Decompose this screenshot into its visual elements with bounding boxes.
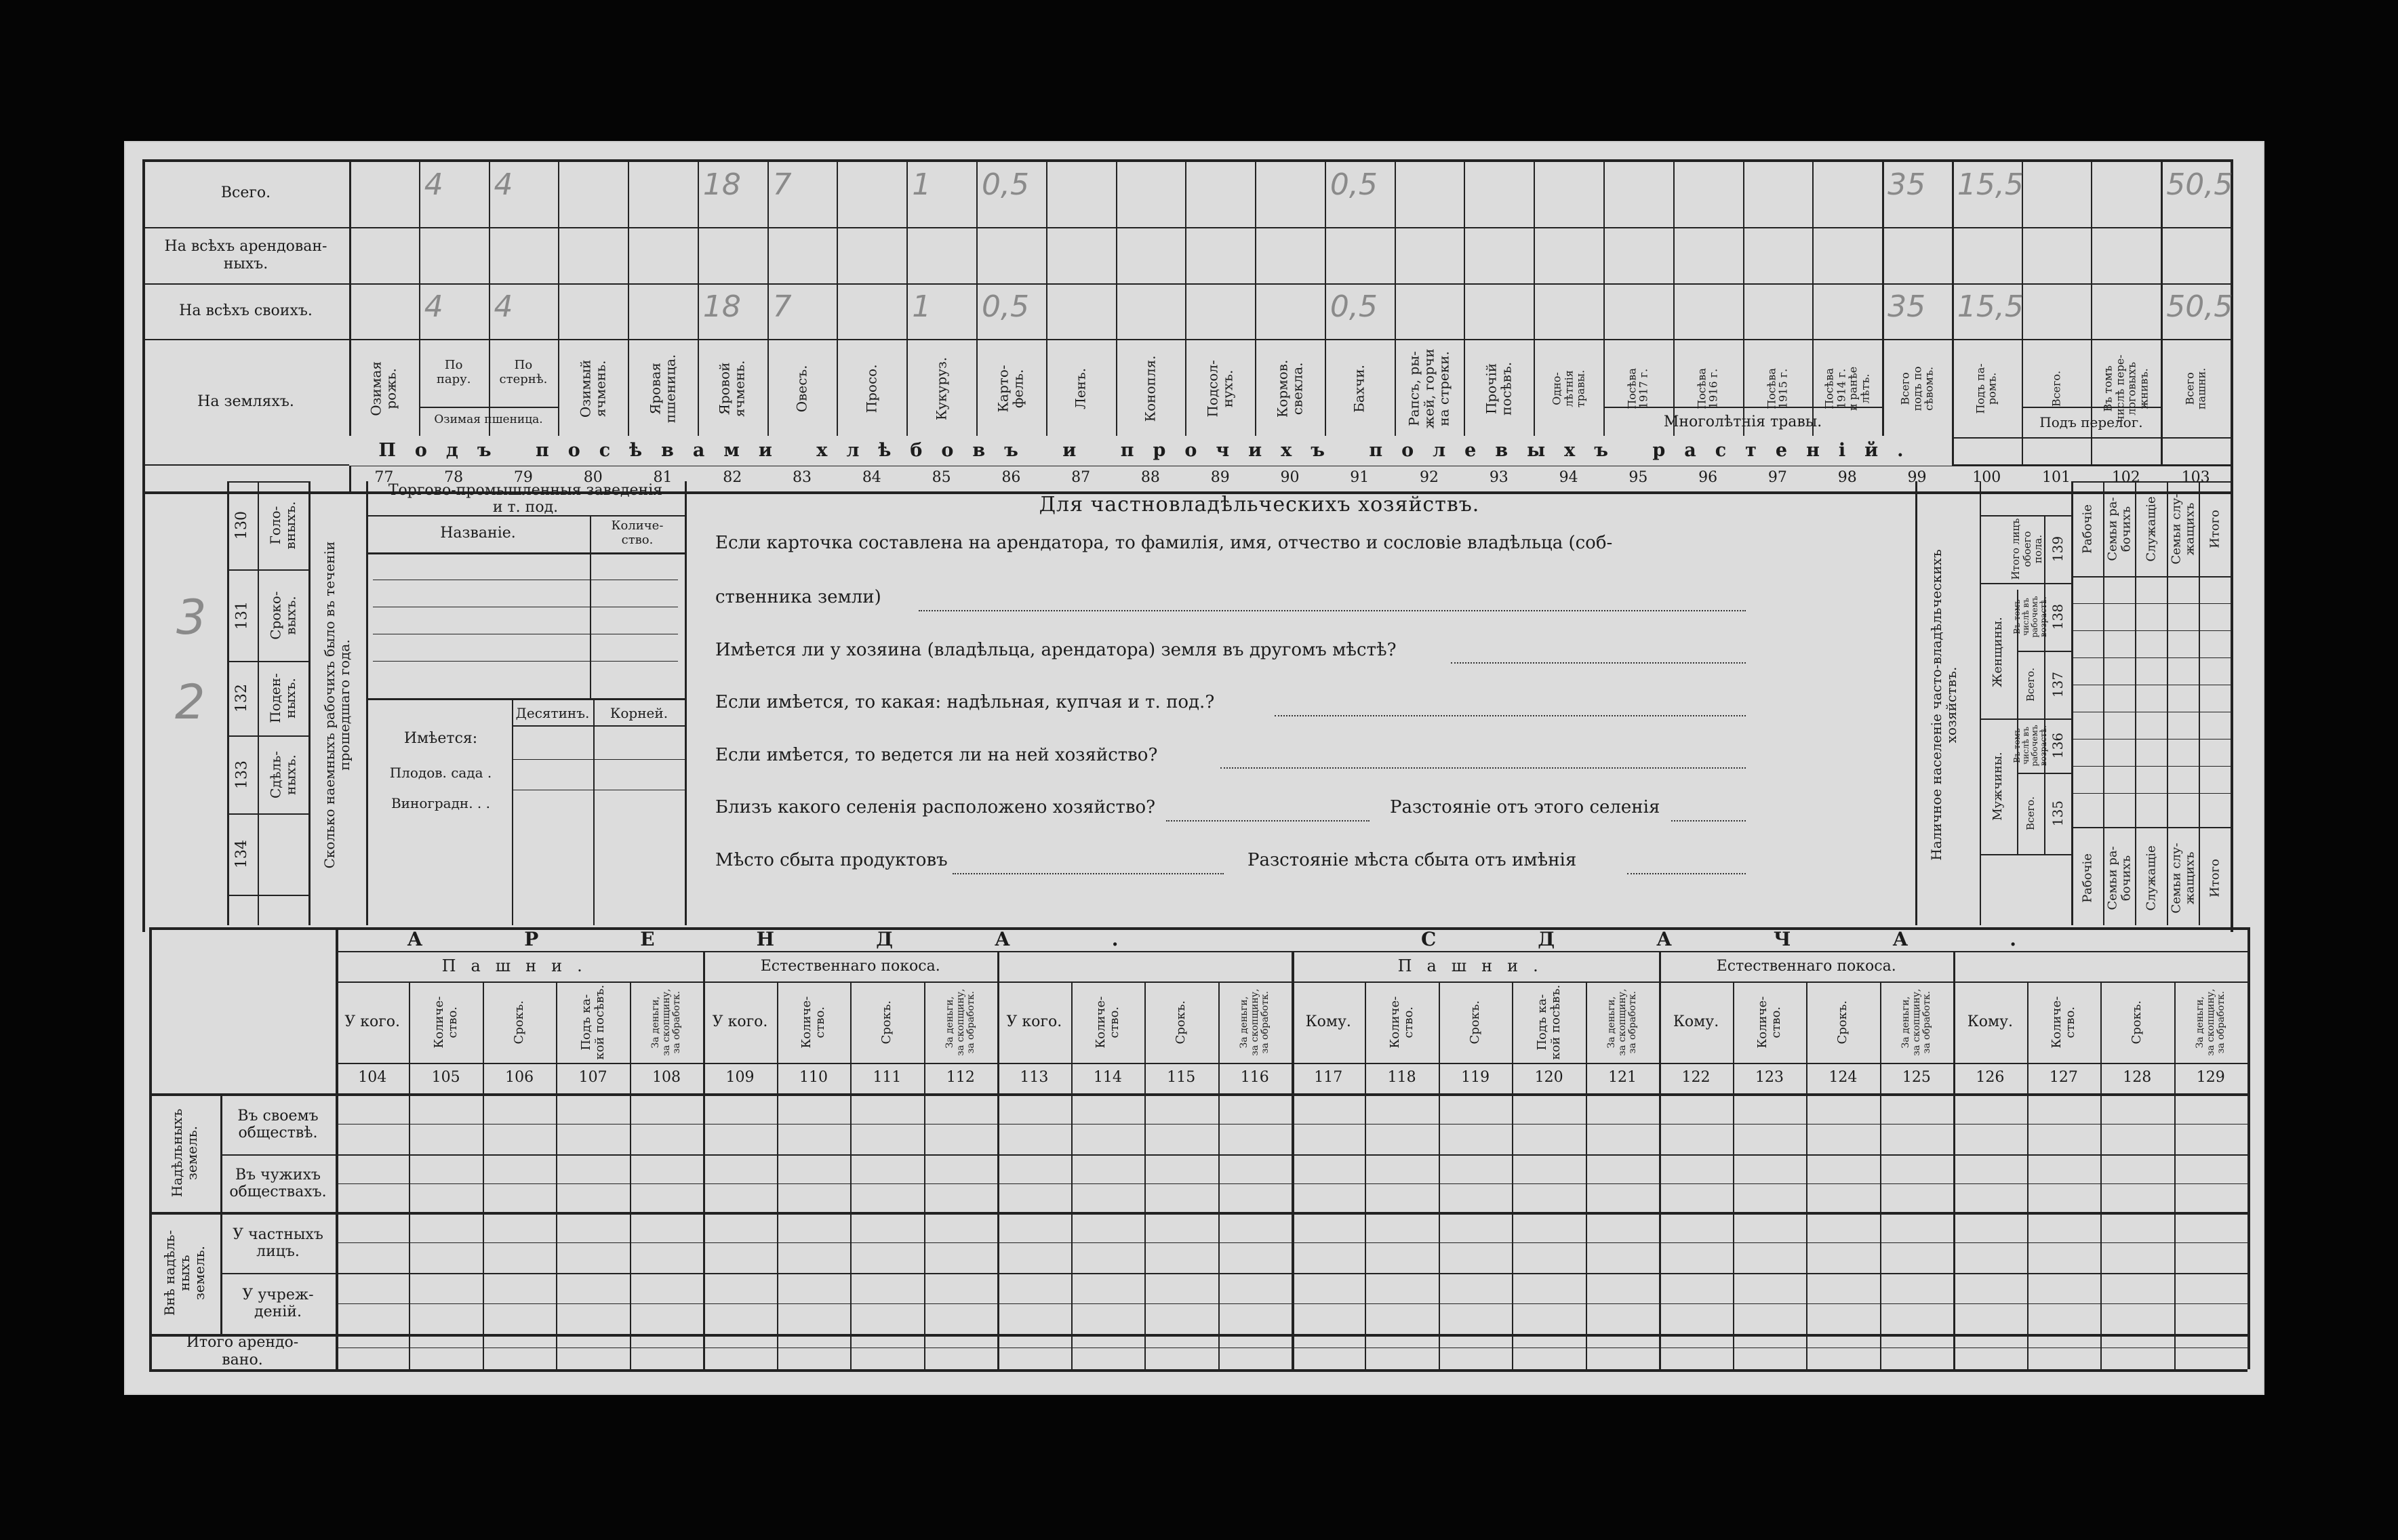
pop-total-label: Итого лицъ обоего пола. bbox=[2010, 518, 2045, 580]
col-num-95: 95 bbox=[1628, 469, 1648, 487]
lease-col-num-106: 106 bbox=[505, 1069, 534, 1087]
hand-value: 0,5 bbox=[982, 289, 1029, 324]
col-num-85: 85 bbox=[932, 469, 951, 487]
col-header-98: Посѣва 1914 г. и ранѣе лѣтъ. bbox=[1822, 366, 1872, 411]
lease-col-num-112: 112 bbox=[946, 1069, 975, 1087]
grid-line bbox=[2071, 793, 2231, 794]
row-label-0: Всего. bbox=[220, 184, 271, 202]
trade-qty-header: Количе- ство. bbox=[611, 519, 664, 547]
grid-line bbox=[2199, 481, 2200, 925]
arenda-pokos: Естественнаго покоса. bbox=[760, 958, 940, 975]
private-question: Если имѣется, то ведется ли на ней хозяйство? bbox=[715, 745, 1158, 766]
lease-col-head-128: Срокъ. bbox=[2130, 1000, 2144, 1045]
arenda-pashni: Пашни. bbox=[441, 956, 597, 976]
hired-col-num-132: 132 bbox=[233, 684, 250, 712]
grid-line bbox=[1534, 159, 1535, 464]
col-num-93: 93 bbox=[1489, 469, 1508, 487]
col-num-77: 77 bbox=[374, 469, 394, 487]
lease-col-head-126: Кому. bbox=[1967, 1013, 2014, 1031]
grid-line bbox=[1395, 159, 1396, 464]
lease-col-head-107: Подъ ка- кой посѣвъ. bbox=[578, 984, 607, 1060]
col-header-82: Яровой ячмень. bbox=[717, 360, 748, 417]
col-header-93: Прочій посѣвъ. bbox=[1483, 361, 1515, 416]
grid-line bbox=[142, 474, 145, 932]
col-num-103: 103 bbox=[2181, 469, 2210, 487]
lease-table bbox=[149, 927, 2264, 1375]
grid-line bbox=[2231, 474, 2233, 932]
pop-num-138: 138 bbox=[2050, 603, 2066, 630]
crops-table bbox=[142, 159, 2231, 491]
hand-value: 4 bbox=[494, 167, 513, 202]
hand-value: 0,5 bbox=[982, 167, 1029, 202]
lease-col-head-105: Количе- ство. bbox=[431, 996, 460, 1049]
lease-col-head-106: Срокъ. bbox=[512, 1000, 527, 1045]
col-header-77: Озимая рожь. bbox=[368, 361, 400, 416]
grid-line bbox=[2167, 481, 2168, 925]
col-header-84: Просо. bbox=[863, 364, 880, 413]
lease-col-head-122: Кому. bbox=[1673, 1013, 1719, 1031]
col-header-86: Карто- фель. bbox=[995, 364, 1027, 413]
grid-line bbox=[1255, 159, 1256, 464]
row-label-3: На земляхъ. bbox=[197, 392, 294, 410]
plants-korney: Корней. bbox=[610, 704, 668, 721]
grid-line bbox=[593, 698, 595, 925]
staff-head-3: Семьи слу- жащихъ bbox=[2168, 493, 2197, 565]
staff-head-1: Семьи ра- бочихъ bbox=[2104, 496, 2133, 561]
lease-col-head-112: За деньги, за скопщину, за обработк. bbox=[944, 988, 976, 1056]
col-header-79: По стернѣ. bbox=[499, 358, 548, 386]
col-num-86: 86 bbox=[1001, 469, 1021, 487]
hand-value: 1 bbox=[912, 289, 932, 324]
col-header-94: Одно- лѣтнія травы. bbox=[1550, 369, 1587, 407]
answer-line bbox=[919, 610, 1746, 611]
hired-col-num-133: 133 bbox=[233, 760, 250, 789]
hired-col-num-131: 131 bbox=[233, 601, 250, 630]
grid-line bbox=[2071, 657, 2231, 658]
grid-line bbox=[698, 159, 699, 464]
hand-value: 35 bbox=[1887, 167, 1926, 202]
lease-total-label: Итого арендо- вано. bbox=[186, 1334, 299, 1369]
col-header-89: Подсол- нухъ. bbox=[1204, 359, 1236, 418]
grid-line bbox=[1046, 159, 1047, 464]
col-header-100: Подъ па- ромъ. bbox=[1974, 363, 1999, 414]
lease-group-vne: Внѣ надѣль- ныхъ земель. bbox=[161, 1230, 207, 1316]
grid-line bbox=[2071, 766, 2231, 767]
grid-line bbox=[220, 1154, 2247, 1156]
grid-line bbox=[149, 1212, 2247, 1215]
pop-men-work: Въ томъ числѣ въ рабочемъ возрастѣ. bbox=[2012, 725, 2049, 767]
lease-col-head-123: Количе- ство. bbox=[1755, 996, 1783, 1049]
col-header-99: Всего подъ по сѣвомъ. bbox=[1898, 366, 1936, 411]
col-num-98: 98 bbox=[1837, 469, 1857, 487]
census-card bbox=[124, 141, 2264, 1395]
arenda-title: АРЕНДА. bbox=[407, 927, 1220, 950]
lease-col-num-116: 116 bbox=[1240, 1069, 1269, 1087]
grid-line bbox=[1464, 159, 1465, 464]
grid-line bbox=[2022, 407, 2161, 408]
col-num-78: 78 bbox=[444, 469, 464, 487]
private-question: Мѣсто сбыта продуктовъ bbox=[715, 850, 948, 871]
col-header-88: Конопля. bbox=[1142, 355, 1159, 422]
hand-value: 0,5 bbox=[1330, 289, 1378, 324]
pop-num-135: 135 bbox=[2050, 800, 2066, 827]
lease-col-head-127: Количе- ство. bbox=[2050, 996, 2077, 1049]
lease-col-head-129: За деньги, за скопщину, за обработк. bbox=[2194, 988, 2226, 1056]
lease-col-num-117: 117 bbox=[1314, 1069, 1343, 1087]
grid-line bbox=[2135, 481, 2136, 925]
grid-line bbox=[336, 1303, 2247, 1304]
plants-orchard: Плодов. сада . bbox=[389, 764, 492, 781]
private-question-distance: Разстояніе отъ этого селенія bbox=[1390, 797, 1660, 818]
answer-line bbox=[1166, 820, 1370, 822]
grid-line bbox=[2247, 927, 2250, 1369]
grid-line bbox=[2071, 481, 2231, 483]
col-num-79: 79 bbox=[513, 469, 533, 487]
hand-value: 50,5 bbox=[2166, 289, 2233, 324]
grid-line bbox=[767, 159, 769, 464]
lease-col-head-113: У кого. bbox=[1006, 1013, 1062, 1031]
col-header-96: Посѣва 1916 г. bbox=[1695, 367, 1721, 409]
grid-line bbox=[2071, 630, 2231, 631]
pop-num-139: 139 bbox=[2050, 535, 2066, 563]
lease-col-head-118: Количе- ство. bbox=[1387, 996, 1416, 1049]
col-header-102: Въ томъ числѣ пере- логовыхъ жнивъ. bbox=[2101, 354, 2151, 423]
col-header-97: Посѣва 1915 г. bbox=[1765, 367, 1790, 409]
private-question: Близъ какого селенія расположено хозяйство? bbox=[715, 797, 1156, 818]
lease-col-num-114: 114 bbox=[1093, 1069, 1122, 1087]
pop-women-work: Въ томъ числѣ въ рабочемъ возрастѣ. bbox=[2012, 596, 2049, 638]
pop-num-136: 136 bbox=[2050, 732, 2066, 759]
grid-line bbox=[1980, 854, 2071, 855]
grid-line bbox=[373, 661, 678, 662]
private-question: Имѣется ли у хозяина (владѣльца, арендатора) земля въ другомъ мѣстѣ? bbox=[715, 640, 1397, 661]
lease-col-num-110: 110 bbox=[799, 1069, 828, 1087]
private-question-market: Разстояніе мѣста сбыта отъ имѣнія bbox=[1247, 850, 1577, 871]
col-num-91: 91 bbox=[1350, 469, 1370, 487]
lease-col-head-115: Срокъ. bbox=[1174, 1000, 1188, 1045]
lease-col-num-108: 108 bbox=[652, 1069, 681, 1087]
col-header-103: Всего пашни. bbox=[2183, 367, 2208, 409]
private-title: Для частновладѣльческихъ хозяйствъ. bbox=[1039, 492, 1480, 516]
hand-value: 4 bbox=[494, 289, 513, 324]
grid-line bbox=[2071, 827, 2231, 828]
grid-line bbox=[512, 698, 513, 925]
hired-workers-caption: Сколько наемныхъ рабочихъ было въ теченіи прошедшаго года. bbox=[321, 541, 353, 869]
hand-value: 18 bbox=[702, 167, 741, 202]
grid-line bbox=[512, 759, 685, 760]
lease-col-num-125: 125 bbox=[1902, 1069, 1931, 1087]
grid-line bbox=[220, 1273, 2247, 1274]
lease-col-num-120: 120 bbox=[1534, 1069, 1563, 1087]
perelog-label: Подъ перелог. bbox=[2039, 413, 2143, 430]
lease-col-num-104: 104 bbox=[358, 1069, 387, 1087]
sdacha-pashni: Пашни. bbox=[1397, 956, 1553, 976]
grid-line bbox=[2103, 481, 2104, 925]
grid-line bbox=[366, 552, 685, 554]
crops-banner: Подъ посѣвами хлѣбовъ и прочихъ полевыхъ растеній. bbox=[349, 436, 1952, 466]
grid-line bbox=[558, 159, 559, 464]
lease-row-label: Въ чужихъ обществахъ. bbox=[229, 1166, 327, 1200]
staff-foot-3: Семьи слу- жащихъ bbox=[2168, 842, 2197, 914]
grid-line bbox=[685, 481, 687, 925]
col-header-78: По пару. bbox=[436, 358, 471, 386]
hired-col-label-133: Сдѣль- ныхъ. bbox=[267, 750, 298, 798]
col-num-94: 94 bbox=[1559, 469, 1578, 487]
grid-line bbox=[142, 159, 145, 491]
lease-col-num-105: 105 bbox=[431, 1069, 460, 1087]
lease-col-num-115: 115 bbox=[1167, 1069, 1196, 1087]
col-num-83: 83 bbox=[793, 469, 812, 487]
row-label-2: На всѣхъ своихъ. bbox=[179, 302, 313, 320]
grid-line bbox=[149, 1334, 2247, 1337]
grid-line bbox=[1185, 159, 1186, 464]
hand-value: 7 bbox=[772, 289, 792, 324]
col-num-84: 84 bbox=[862, 469, 881, 487]
lease-row-label: У учреж- деній. bbox=[242, 1286, 314, 1320]
plants-vineyard: Виноградн. . . bbox=[391, 794, 491, 811]
middle-section bbox=[142, 474, 2231, 932]
private-question: Если имѣется, то какая: надѣльная, купчая и т. под.? bbox=[715, 692, 1215, 713]
lease-col-num-107: 107 bbox=[578, 1069, 607, 1087]
col-header-92: Рапсъ, ры- жей, горчи на стреки. bbox=[1406, 348, 1453, 429]
answer-line bbox=[1671, 820, 1746, 822]
hired-col-label-130: Голо- вныхъ. bbox=[267, 501, 298, 550]
lease-col-num-121: 121 bbox=[1608, 1069, 1637, 1087]
hand-value: 4 bbox=[424, 289, 443, 324]
lease-col-head-125: За деньги, за скопщину, за обработк. bbox=[1900, 988, 1932, 1056]
grid-line bbox=[2231, 159, 2233, 491]
hired-col-num-134: 134 bbox=[233, 840, 250, 868]
plants-desyatin: Десятинъ. bbox=[515, 704, 590, 721]
col-header-80: Озимый ячмень. bbox=[577, 359, 609, 418]
lease-col-num-109: 109 bbox=[725, 1069, 755, 1087]
lease-col-head-108: За деньги, за скопщину, за обработк. bbox=[650, 988, 682, 1056]
col-num-102: 102 bbox=[2111, 469, 2140, 487]
col-num-80: 80 bbox=[583, 469, 603, 487]
lease-col-num-119: 119 bbox=[1461, 1069, 1490, 1087]
lease-row-label: Въ своемъ обществѣ. bbox=[237, 1107, 319, 1141]
lease-col-head-111: Срокъ. bbox=[879, 1000, 894, 1045]
col-num-99: 99 bbox=[1907, 469, 1927, 487]
grid-line bbox=[149, 1369, 2247, 1372]
pop-men-label: Мужчины. bbox=[1991, 752, 2005, 821]
lease-col-head-124: Срокъ. bbox=[1835, 1000, 1850, 1045]
lease-col-num-127: 127 bbox=[2049, 1069, 2078, 1087]
grid-line bbox=[149, 1093, 2247, 1096]
grid-line bbox=[336, 1183, 2247, 1184]
grid-line bbox=[628, 159, 629, 464]
lease-col-num-122: 122 bbox=[1681, 1069, 1711, 1087]
staff-foot-4: Итого bbox=[2207, 858, 2222, 897]
col-num-89: 89 bbox=[1210, 469, 1230, 487]
grid-line bbox=[512, 725, 685, 727]
lease-col-head-104: У кого. bbox=[344, 1013, 401, 1031]
grid-line bbox=[2071, 603, 2231, 604]
answer-line bbox=[953, 873, 1224, 874]
lease-col-num-113: 113 bbox=[1020, 1069, 1049, 1087]
lease-col-head-110: Количе- ство. bbox=[799, 996, 827, 1049]
trade-name-header: Названіе. bbox=[440, 525, 516, 542]
pop-num-137: 137 bbox=[2050, 671, 2066, 698]
lease-col-head-121: За деньги, за скопщину, за обработк. bbox=[1605, 988, 1638, 1056]
col-num-81: 81 bbox=[653, 469, 673, 487]
lease-col-num-111: 111 bbox=[873, 1069, 902, 1087]
grid-line bbox=[1325, 159, 1326, 464]
hand-value: 18 bbox=[702, 289, 741, 324]
col-num-90: 90 bbox=[1280, 469, 1300, 487]
hand-value: 15,5 bbox=[1957, 167, 2024, 202]
lease-col-num-129: 129 bbox=[2196, 1069, 2225, 1087]
col-header-101: Всего. bbox=[2050, 370, 2063, 407]
grid-line bbox=[837, 159, 838, 464]
answer-line bbox=[1220, 767, 1746, 769]
population-caption: Наличное населеніе часто-владѣльческихъ хозяйствъ. bbox=[1928, 549, 1959, 861]
hand-value: 15,5 bbox=[1957, 289, 2024, 324]
mnogoletnie-label: Многолѣтнія травы. bbox=[1663, 413, 1822, 431]
col-num-96: 96 bbox=[1698, 469, 1718, 487]
hand-value: 0,5 bbox=[1330, 167, 1378, 202]
col-header-85: Кукуруз. bbox=[933, 357, 950, 420]
lease-col-head-114: Количе- ство. bbox=[1094, 996, 1121, 1049]
hand-value: 1 bbox=[912, 167, 932, 202]
hired-col-num-130: 130 bbox=[233, 511, 250, 540]
lease-col-head-117: Кому. bbox=[1305, 1013, 1351, 1031]
row-label-1: На всѣхъ арендован- ныхъ. bbox=[164, 238, 327, 272]
staff-head-0: Рабочіе bbox=[2079, 504, 2094, 554]
lease-col-head-109: У кого. bbox=[712, 1013, 768, 1031]
col-header-95: Посѣва 1917 г. bbox=[1625, 367, 1651, 409]
hand-value: 4 bbox=[424, 167, 443, 202]
grid-line bbox=[149, 927, 152, 1369]
ozimaya-label: Озимая пшеница. bbox=[434, 413, 543, 427]
staff-foot-0: Рабочіе bbox=[2079, 853, 2094, 903]
lease-col-head-119: Срокъ. bbox=[1468, 1000, 1483, 1045]
pop-women-label: Женщины. bbox=[1991, 617, 2005, 687]
private-question: Если карточка составлена на арендатора, то фамилія, имя, отчество и сословіе владѣльца (соб- bbox=[715, 533, 1613, 554]
col-num-92: 92 bbox=[1420, 469, 1439, 487]
hired-col-label-132: Поден- ныхъ. bbox=[267, 673, 298, 723]
lease-col-num-124: 124 bbox=[1829, 1069, 1858, 1087]
sdacha-title: СДАЧА. bbox=[1420, 927, 2119, 950]
lease-col-num-126: 126 bbox=[1976, 1069, 2005, 1087]
col-header-91: Бахчи. bbox=[1351, 364, 1368, 413]
col-header-87: Ленъ. bbox=[1073, 367, 1090, 409]
grid-line bbox=[1980, 481, 1981, 925]
col-num-87: 87 bbox=[1071, 469, 1091, 487]
lease-col-head-120: Подъ ка- кой посѣвъ. bbox=[1534, 984, 1563, 1060]
staff-foot-2: Служащіе bbox=[2143, 845, 2158, 911]
staff-head-2: Служащіе bbox=[2143, 495, 2158, 562]
hand-value: 35 bbox=[1887, 289, 1926, 324]
answer-line bbox=[1451, 662, 1746, 664]
hand-value: 50,5 bbox=[2166, 167, 2233, 202]
col-header-81: Яровая пшеница. bbox=[647, 354, 679, 423]
staff-foot-1: Семьи ра- бочихъ bbox=[2104, 845, 2133, 910]
lease-col-num-118: 118 bbox=[1387, 1069, 1416, 1087]
hand-number: 2 bbox=[175, 674, 205, 730]
hand-number: 3 bbox=[176, 590, 207, 645]
grid-line bbox=[906, 159, 908, 464]
plants-imeetsya: Имѣется: bbox=[403, 730, 478, 748]
lease-group-nadel: Надѣльныхъ земель. bbox=[169, 1108, 200, 1198]
sdacha-pokos: Естественнаго покоса. bbox=[1716, 958, 1896, 975]
col-num-82: 82 bbox=[723, 469, 742, 487]
private-question: ственника земли) bbox=[715, 587, 881, 608]
lease-col-num-123: 123 bbox=[1755, 1069, 1784, 1087]
col-header-90: Кормов. свекла. bbox=[1274, 359, 1306, 418]
pop-women-all: Всего. bbox=[2024, 668, 2037, 702]
grid-line bbox=[1603, 407, 1882, 408]
staff-head-4: Итого bbox=[2207, 509, 2222, 548]
trade-title: Торгово-промышленныя заведенія и т. под. bbox=[388, 481, 663, 516]
lease-col-head-116: За деньги, за скопщину, за обработк. bbox=[1238, 988, 1271, 1056]
grid-line bbox=[1116, 159, 1117, 464]
grid-line bbox=[336, 1242, 2247, 1243]
pop-men-all: Всего. bbox=[2024, 796, 2037, 830]
hired-col-label-131: Сроко- выхъ. bbox=[267, 590, 298, 640]
col-header-83: Овесъ. bbox=[794, 365, 811, 412]
col-num-97: 97 bbox=[1767, 469, 1787, 487]
col-num-101: 101 bbox=[2042, 469, 2071, 487]
grid-line bbox=[227, 895, 308, 896]
lease-row-label: У частныхъ лицъ. bbox=[233, 1225, 323, 1260]
answer-line bbox=[1627, 873, 1746, 874]
grid-line bbox=[2071, 576, 2231, 578]
answer-line bbox=[1275, 715, 1746, 716]
col-num-100: 100 bbox=[1972, 469, 2001, 487]
col-num-88: 88 bbox=[1140, 469, 1160, 487]
hand-value: 7 bbox=[772, 167, 792, 202]
lease-col-num-128: 128 bbox=[2123, 1069, 2152, 1087]
